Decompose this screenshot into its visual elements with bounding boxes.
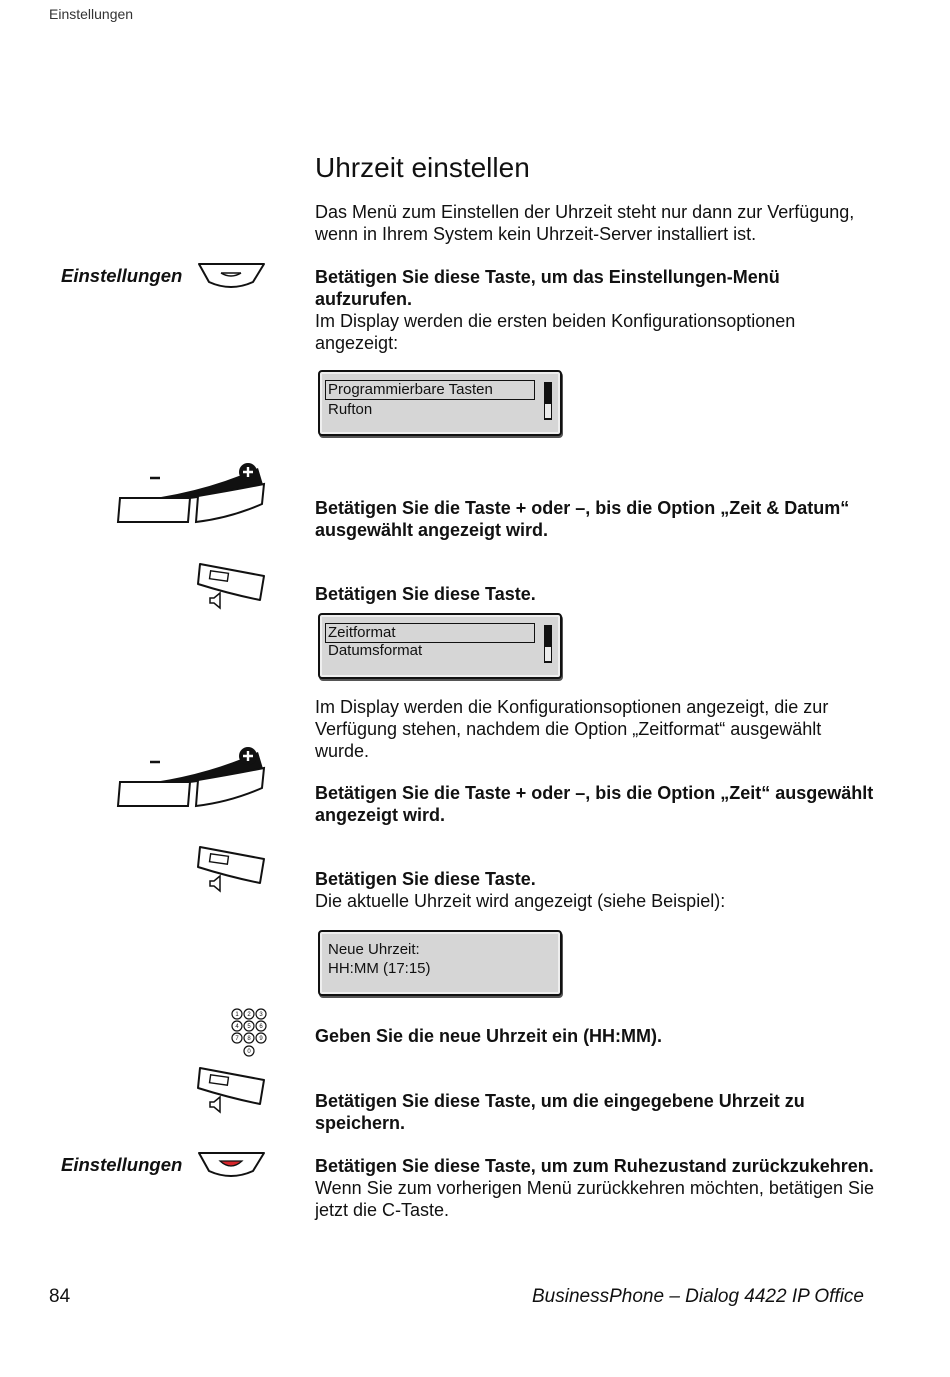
svg-text:9: 9 (259, 1036, 263, 1042)
ok-speaker-key-icon[interactable] (196, 1064, 268, 1116)
step7-bold: Betätigen Sie diese Taste, um die eingegebene Uhrzeit zu speichern. (315, 1091, 805, 1133)
page-title: Uhrzeit einstellen (315, 152, 530, 183)
svg-text:3: 3 (259, 1012, 263, 1018)
svg-text:8: 8 (247, 1036, 251, 1042)
step3-bold: Betätigen Sie diese Taste. (315, 584, 536, 604)
step8-instruction (315, 1155, 875, 1221)
volume-plus-minus-keys-icon[interactable] (116, 744, 268, 810)
svg-text:7: 7 (235, 1036, 239, 1042)
svg-text:5: 5 (247, 1024, 251, 1030)
intro-text: Das Menü zum Einstellen der Uhrzeit steht nur dann zur Verfügung, wenn in Ihrem System kein Uhrzeit-Server installiert ist. (315, 202, 855, 244)
step3-text: Im Display werden die Konfigurationsoptionen angezeigt, die zur Verfügung stehen, nachdem die Option „Zeitformat“ ausgewählt wurde. (315, 697, 829, 761)
svg-text:2: 2 (247, 1012, 251, 1018)
display-line: HH:MM (17:15) (328, 960, 431, 977)
display-line-selected: Zeitformat (326, 624, 534, 642)
svg-text:6: 6 (259, 1024, 263, 1030)
step6-instruction (315, 1025, 875, 1047)
ok-speaker-key-icon[interactable] (196, 843, 268, 895)
step2-bold: Betätigen Sie die Taste + oder –, bis die Option „Zeit & Datum“ ausgewählt angezeigt wird. (315, 498, 850, 540)
display-screen-2 (318, 613, 562, 679)
step4-instruction (315, 782, 875, 826)
settings-key-label: Einstellungen (61, 265, 183, 286)
step6-bold: Geben Sie die neue Uhrzeit ein (HH:MM). (315, 1026, 663, 1046)
display-line: Neue Uhrzeit: (328, 941, 420, 958)
settings-key-lit-icon[interactable] (197, 1151, 267, 1179)
display-line: Datumsformat (328, 642, 423, 659)
running-header: Einstellungen (49, 6, 134, 22)
step7-instruction (315, 1090, 875, 1134)
svg-text:4: 4 (235, 1024, 239, 1030)
volume-plus-minus-keys-icon[interactable] (116, 460, 268, 526)
svg-text:1: 1 (235, 1012, 239, 1018)
step4-bold: Betätigen Sie die Taste + oder –, bis die Option „Zeit“ ausgewählt angezeigt wird. (315, 783, 874, 825)
scrollbar (544, 382, 552, 420)
ok-speaker-key-icon[interactable] (196, 560, 268, 612)
settings-key-label: Einstellungen (61, 1154, 183, 1175)
settings-key-icon[interactable] (197, 262, 267, 290)
step8-bold: Betätigen Sie diese Taste, um zum Ruhezustand zurückzukehren. (315, 1156, 874, 1176)
step5-bold: Betätigen Sie diese Taste. (315, 869, 536, 889)
step2-instruction (315, 497, 875, 541)
step1-text: Im Display werden die ersten beiden Konfigurationsoptionen angezeigt: (315, 311, 796, 353)
step8-text: Wenn Sie zum vorherigen Menü zurückkehren möchten, betätigen Sie jetzt die C-Taste. (315, 1178, 874, 1220)
step3-instruction (315, 583, 875, 605)
footer-product-title: BusinessPhone – Dialog 4422 IP Office (532, 1286, 864, 1307)
svg-text:0: 0 (247, 1049, 251, 1055)
step1-instruction (315, 266, 875, 354)
step5-instruction (315, 868, 875, 912)
scrollbar (544, 625, 552, 663)
display-line-selected: Programmierbare Tasten (326, 381, 534, 399)
display-line: Rufton (328, 401, 373, 418)
page-number: 84 (49, 1286, 71, 1307)
numeric-keypad-icon[interactable] (228, 1007, 270, 1059)
step1-bold: Betätigen Sie diese Taste, um das Einstellungen-Menü aufzurufen. (315, 267, 780, 309)
display-screen-1 (318, 370, 562, 436)
step5-text: Die aktuelle Uhrzeit wird angezeigt (siehe Beispiel): (315, 891, 726, 911)
display-screen-3 (318, 930, 562, 996)
